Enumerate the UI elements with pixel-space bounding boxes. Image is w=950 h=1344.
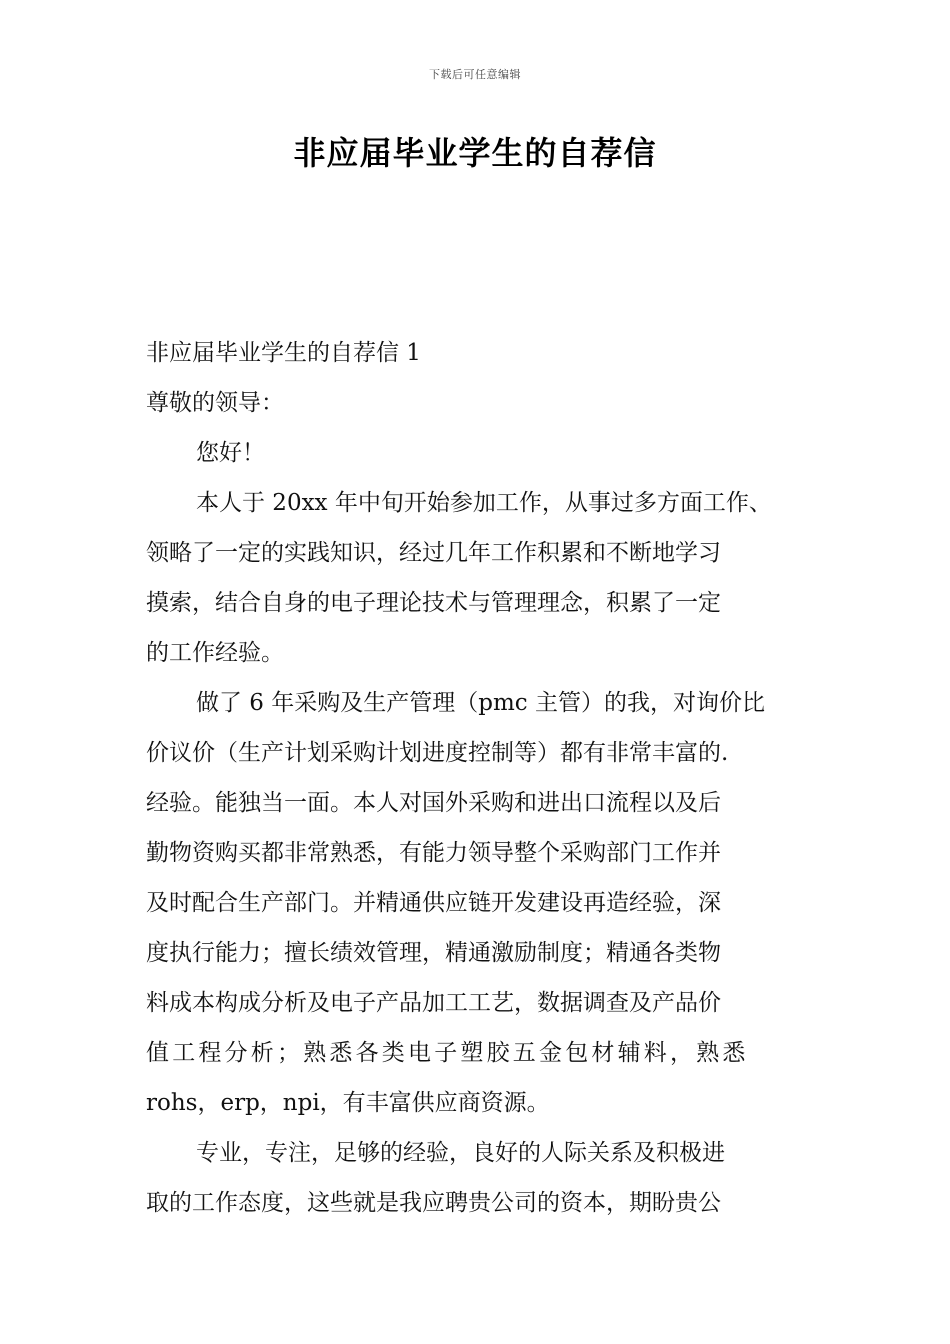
- paragraph-line: rohs，erp，npi，有丰富供应商资源。: [146, 1090, 550, 1116]
- paragraph-line: 经验。能独当一面。本人对国外采购和进出口流程以及后: [146, 790, 721, 816]
- paragraph-line: 度执行能力；擅长绩效管理，精通激励制度；精通各类物: [146, 940, 721, 966]
- paragraph-line: 取的工作态度，这些就是我应聘贵公司的资本，期盼贵公: [146, 1190, 721, 1216]
- document-title: 非应届毕业学生的自荐信: [293, 134, 657, 172]
- paragraph-line: 的工作经验。: [146, 640, 284, 666]
- header-note: 下载后可任意编辑: [429, 68, 521, 81]
- letter-body: [146, 328, 810, 1228]
- paragraph-line: 做了 6 年采购及生产管理（pmc 主管）的我，对询价比: [196, 690, 765, 716]
- greeting: 您好！: [196, 440, 265, 466]
- section-heading: 非应届毕业学生的自荐信 1: [146, 340, 421, 366]
- paragraph-line: 专业，专注，足够的经验，良好的人际关系及积极进: [196, 1140, 725, 1166]
- paragraph-line: 价议价（生产计划采购计划进度控制等）都有非常丰富的.: [146, 740, 729, 766]
- paragraph-line: 摸索，结合自身的电子理论技术与管理理念，积累了一定: [146, 590, 721, 616]
- salutation: 尊敬的领导：: [146, 390, 284, 416]
- paragraph-line: 值工程分析；熟悉各类电子塑胶五金包材辅料，熟悉: [146, 1040, 749, 1066]
- paragraph-line: 领略了一定的实践知识，经过几年工作积累和不断地学习: [146, 540, 721, 566]
- paragraph-line: 本人于 20xx 年中旬开始参加工作，从事过多方面工作、: [196, 490, 772, 516]
- paragraph-line: 料成本构成分析及电子产品加工工艺，数据调查及产品价: [146, 990, 721, 1016]
- paragraph-line: 及时配合生产部门。并精通供应链开发建设再造经验，深: [146, 890, 721, 916]
- paragraph-line: 勤物资购买都非常熟悉，有能力领导整个采购部门工作并: [146, 840, 721, 866]
